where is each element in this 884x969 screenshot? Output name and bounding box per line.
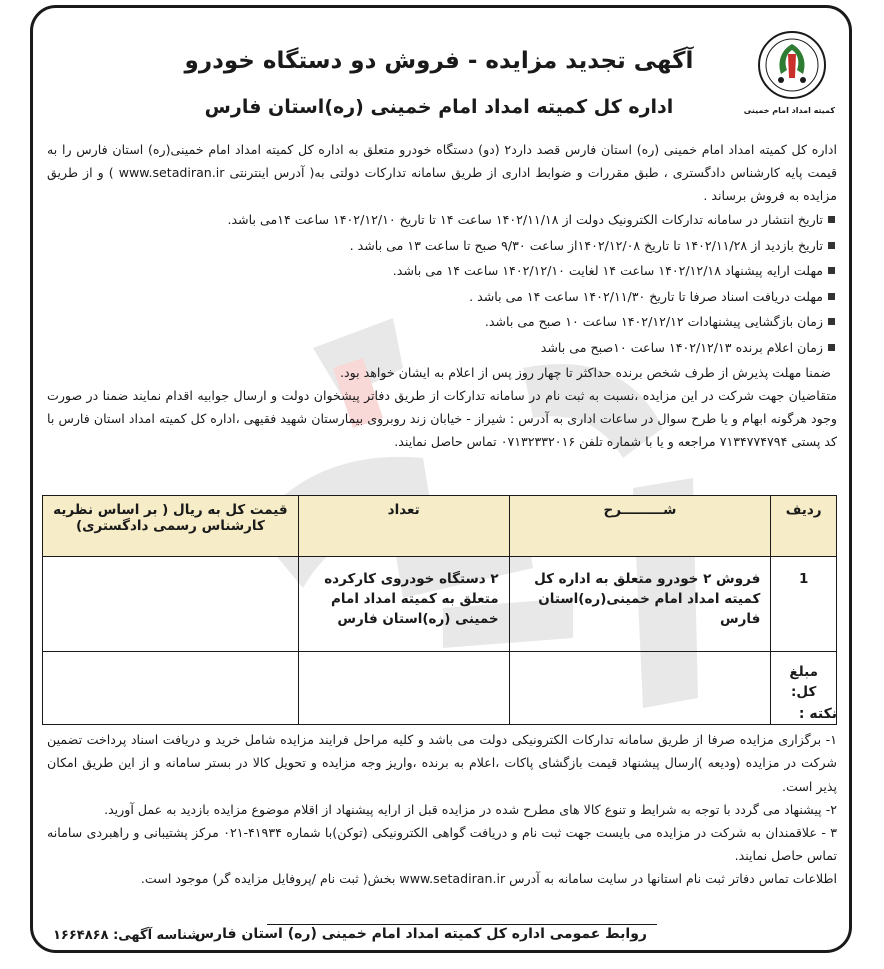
notes-section xyxy=(47,703,837,891)
header-price: قیمت کل به ریال ( بر اساس نظریه کارشناس رسمی دادگستری) xyxy=(43,496,299,557)
notice-body xyxy=(47,138,837,453)
notice-subtitle: اداره کل کمیته امداد امام خمینی (ره)استان فارس xyxy=(204,96,674,118)
notice-frame xyxy=(30,5,852,953)
cell-row-number: 1 xyxy=(771,557,837,652)
footer-divider xyxy=(267,924,657,925)
table-header-row xyxy=(43,496,837,557)
schedule-item: زمان بازگشایی پیشنهادات ۱۴۰۲/۱۲/۱۲ ساعت ۱۰ صبح می باشد. xyxy=(47,309,837,335)
auction-items-table xyxy=(42,495,837,725)
applicants-paragraph: متقاضیان جهت شرکت در این مزایده ،نسبت به ثبت نام در سامانه تدارکات از طریق دفاتر پیشخوان دولت و ارسال جوابیه اقدام نمایند ضمنا در صورت وجود هرگونه ابهام و یا طرح سوال در ساعات اداری به آدرس : شیراز - خیابان زند روبروی بیمارستان شهید فقیهی ،اداره کل کمیته امداد استان فارس با کد پستی ۷۱۳۴۷۷۴۷۹۴ مراجعه و یا با شماره تلفن ۰۷۱۳۲۳۳۲۰۱۶ تماس حاصل نمایند. xyxy=(47,387,837,449)
note-item: ۲- پیشنهاد می گردد با توجه به شرایط و تنوع کالا های مطرح شده در مزایده قبل از ارایه پیشنهاد از اقلام موضوع مزایده بازدید به عمل آورید. xyxy=(104,801,837,817)
footer xyxy=(47,926,837,948)
cell-total-label: مبلغ کل: xyxy=(771,652,837,725)
footer-organization: روابط عمومی اداره کل کمیته امداد امام خمینی (ره) استان فارس xyxy=(194,926,647,942)
logo-caption: کمیته امداد امام خمینی xyxy=(743,106,835,115)
schedule-item: مهلت دریافت اسناد صرفا تا تاریخ ۱۴۰۲/۱۱/۳۰ ساعت ۱۴ می باشد . xyxy=(47,284,837,310)
header-description: شـــــــــرح xyxy=(509,496,771,557)
header-quantity: تعداد xyxy=(298,496,509,557)
schedule-list xyxy=(47,207,837,361)
notice-title: آگهی تجدید مزایده - فروش دو دستگاه خودرو xyxy=(184,48,694,74)
schedule-item: تاریخ بازدید از ۱۴۰۲/۱۱/۲۸ تا تاریخ ۱۴۰۲/۱۲/۰۸از ساعت ۹/۳۰ صبح تا ساعت ۱۳ می باشد . xyxy=(47,233,837,259)
acceptance-note: ضمنا مهلت پذیرش از طرف شخص برنده حداکثر تا چهار روز پس از اعلام به ایشان خواهد بود. xyxy=(339,364,831,380)
intro-paragraph: اداره کل کمیته امداد امام خمینی (ره) استان فارس قصد دارد۲ (دو) دستگاه خودرو متعلق به اداره کل کمیته امداد امام خمینی(ره) استان فارس را به قیمت پایه کارشناس دادگستری ، طبق مقررات و ضوابط اداری از طریق سامانه تدارکات دولتی به( آدرس اینترنتی www.setadiran.ir ) و از طریق مزایده به فروش برساند . xyxy=(47,142,838,203)
cell-price xyxy=(43,557,299,652)
table-row xyxy=(43,557,837,652)
schedule-item: مهلت ارایه پیشنهاد ۱۴۰۲/۱۲/۱۸ ساعت ۱۴ لغایت ۱۴۰۲/۱۲/۱۰ ساعت ۱۴ می باشد. xyxy=(47,258,837,284)
cell-quantity: ۲ دستگاه خودروی کارکرده متعلق به کمیته امداد امام خمینی (ره)استان فارس xyxy=(298,557,509,652)
cell-description: فروش ۲ خودرو متعلق به اداره کل کمیته امداد امام خمینی(ره)استان فارس xyxy=(509,557,771,652)
emblem-icon xyxy=(757,30,827,100)
schedule-item: زمان اعلام برنده ۱۴۰۲/۱۲/۱۳ ساعت ۱۰صبح می باشد xyxy=(47,335,837,361)
schedule-item: تاریخ انتشار در سامانه تدارکات الکترونیک دولت از ۱۴۰۲/۱۱/۱۸ ساعت ۱۴ تا تاریخ ۱۴۰۲/۱۲/۱۰ ساعت ۱۴می باشد. xyxy=(47,207,837,233)
notes-title: نکته : xyxy=(798,706,837,722)
note-item: ۱- برگزاری مزایده صرفا از طریق سامانه تدارکات الکترونیکی دولت می باشد و کلیه مراحل فرایند مزایده شامل خرید و دریافت اسناد پرداخت تضمین شرکت در مزایده (ودیعه )ارسال پیشنهاد قیمت بازگشای پاکات ،اعلام به برنده ،واریز وجه مزایده و تحویل کالا در بستر سامانه و از این طریق امکان پذیر است. xyxy=(47,732,837,794)
note-item: اطلاعات تماس دفاتر ثبت نام استانها در سایت سامانه به آدرس www.setadiran.ir بخش( ثبت نام /پروفایل مزایده گر) موجود است. xyxy=(140,871,837,887)
note-item: ۳ - علاقمندان به شرکت در مزایده می بایست جهت ثبت نام و دریافت گواهی الکترونیکی (توکن)با شماره ۴۱۹۳۴-۰۲۱ مرکز پشتیبانی و راهبردی سامانه تماس حاصل نمایند. xyxy=(47,825,837,864)
organization-logo xyxy=(743,30,835,115)
header-row-number: ردیف xyxy=(771,496,837,557)
notice-id: شناسه آگهی: ۱۶۶۴۸۶۸ xyxy=(53,928,201,943)
